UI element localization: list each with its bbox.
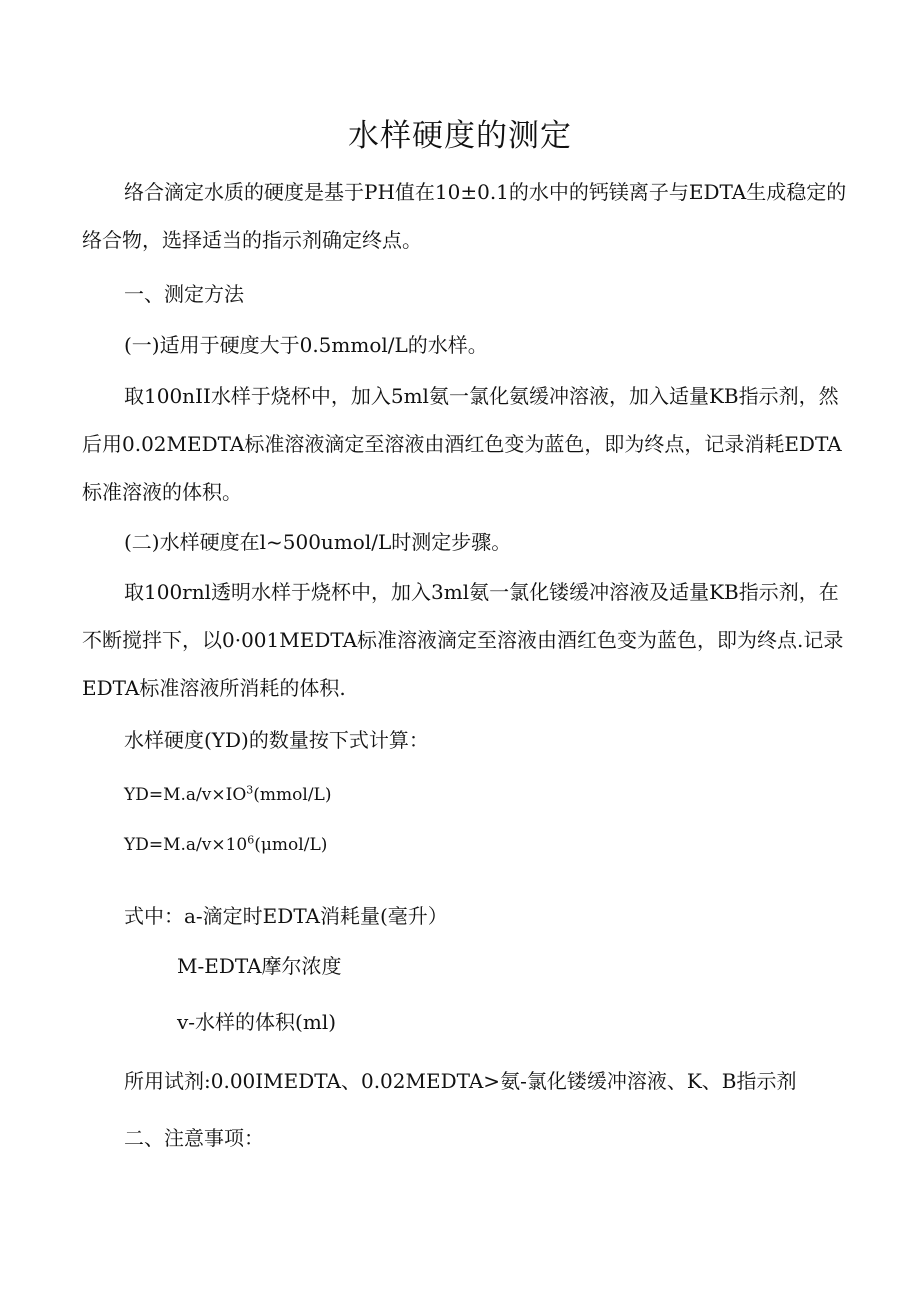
formula-mmol-exponent: 3 bbox=[246, 783, 254, 797]
document-title: 水样硬度的测定 bbox=[348, 118, 572, 154]
formula-umol-main: YD=M.a/v×10 bbox=[124, 835, 248, 855]
formula-umol bbox=[124, 830, 327, 860]
formula-umol-exponent: 6 bbox=[247, 833, 255, 847]
where-v-definition: v-水样的体积(ml) bbox=[177, 1010, 337, 1034]
method2-paragraph: 取100rnl透明水样于烧杯中，加入3ml氨一氯化镂缓冲溶液及适量KB指示剂，在不断搅拌下，以0·001MEDTA标准溶液滴定至溶液由酒红色变为蓝色，即为终点.记录EDTA标准溶液所消耗的体积. bbox=[82, 580, 844, 700]
formula-umol-unit: (μmol/L) bbox=[254, 835, 328, 855]
formula-mmol-main: YD=M.a/v×IO bbox=[124, 785, 247, 805]
formula-mmol bbox=[124, 780, 331, 810]
method1-heading: (一)适用于硬度大于0.5mmol/L的水样。 bbox=[124, 333, 488, 357]
section1-heading: 一、测定方法 bbox=[124, 282, 244, 306]
formula-mmol-unit: (mmol/L) bbox=[253, 785, 332, 805]
where-m-definition: M-EDTA摩尔浓度 bbox=[177, 954, 342, 978]
where-a-definition: 式中：a-滴定时EDTA消耗量(毫升） bbox=[124, 904, 448, 928]
method2-heading: (二)水样硬度在l~500umol/L时测定步骤。 bbox=[124, 530, 512, 554]
reagents-line: 所用试剂:0.00IMEDTA、0.02MEDTA>氨-氯化镂缓冲溶液、K、B指示剂 bbox=[124, 1069, 797, 1093]
method1-paragraph: 取100nII水样于烧杯中，加入5ml氨一氯化氨缓冲溶液，加入适量KB指示剂，然后用0.02MEDTA标准溶液滴定至溶液由酒红色变为蓝色，即为终点，记录消耗EDTA标准溶液的体积。 bbox=[82, 384, 842, 504]
section2-heading: 二、注意事项： bbox=[124, 1126, 264, 1150]
calculation-intro: 水样硬度(YD)的数量按下式计算： bbox=[124, 728, 429, 752]
intro-paragraph: 络合滴定水质的硬度是基于PH值在10±0.1的水中的钙镁离子与EDTA生成稳定的络合物，选择适当的指示剂确定终点。 bbox=[82, 180, 847, 252]
